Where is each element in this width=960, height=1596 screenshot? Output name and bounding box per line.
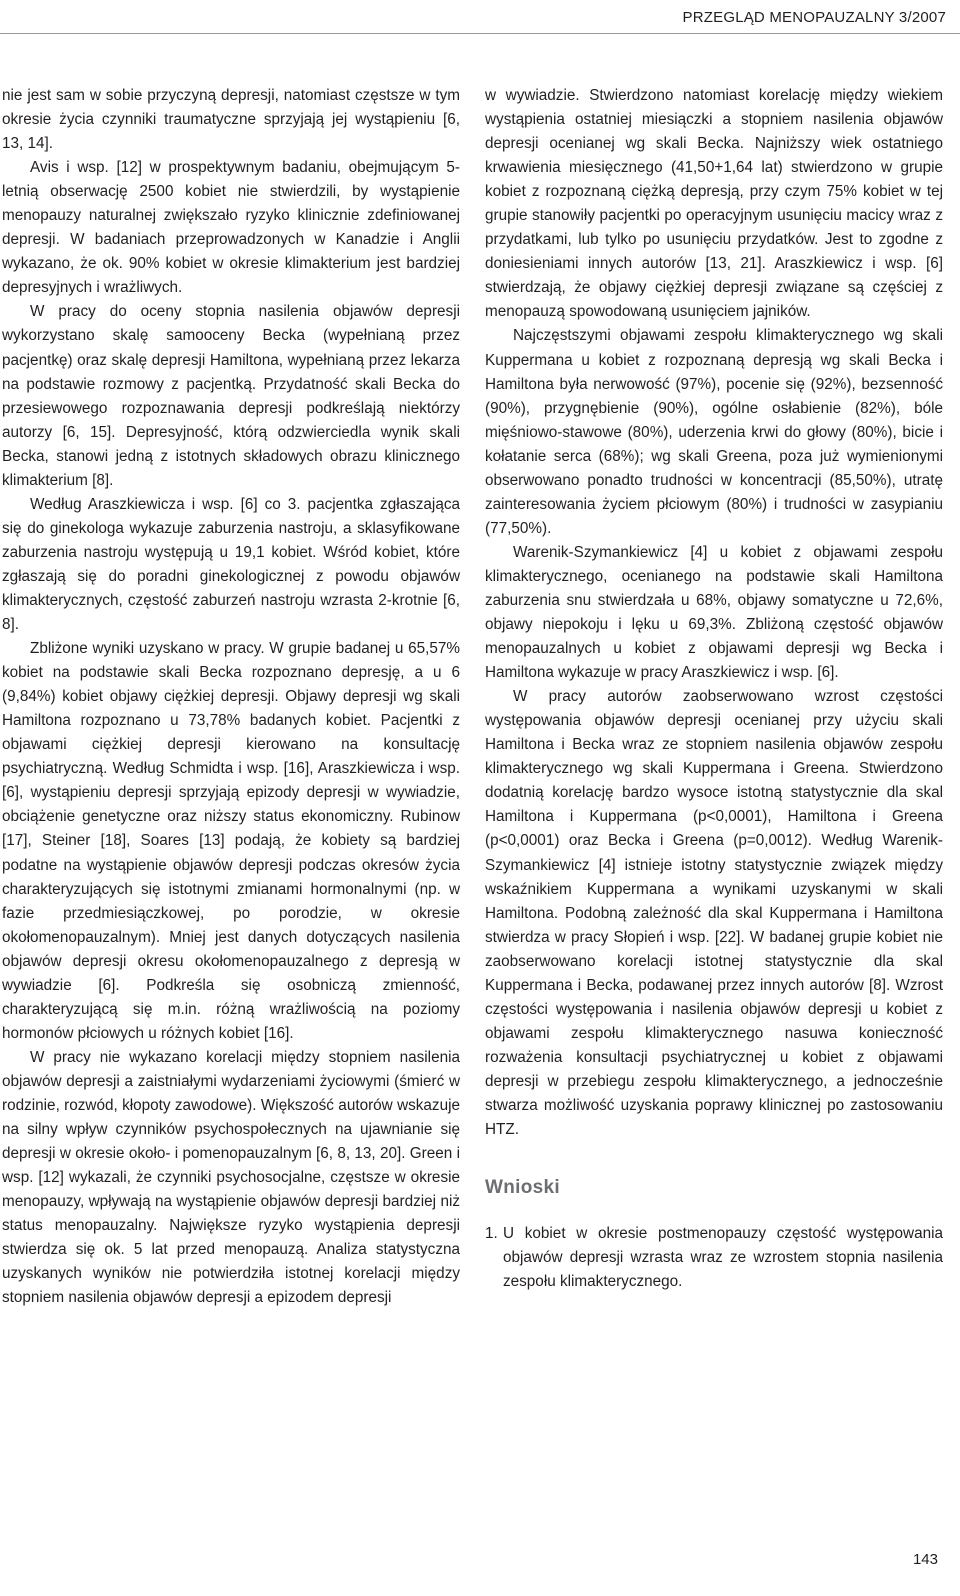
paragraph: Warenik-Szymankiewicz [4] u kobiet z objawami zespołu klimakterycznego, ocenianego na podstawie skali Hamiltona zaburzenia snu stwierdzała u 68%, objawy somatyczne u 72,6%, objawy niepokoju i lęku u 69,3%. Zbliżoną częstość objawów menopauzalnych u kobiet z objawami depresji wg Becka i Hamiltona wykazuje w pracy Araszkiewicz i wsp. [6]. bbox=[485, 543, 943, 682]
paragraph: Najczęstszymi objawami zespołu klimakterycznego wg skali Kuppermana u kobiet z rozpoznaną depresją wg skali Becka i Hamiltona była nerwowość (97%), pocenie się (92%), bezsenność (90%), przygnębienie (90%), ogólne osłabienie (82%), bóle mięśniowo-stawowe (80%), uderzenia krwi do głowy (80%), bicie i kołatanie serca (68%); wg skali Greena, poza już wymienionymi obserwowano ponadto trudności w koncentracji (85,50%), utratę zainteresowania życiem płciowym (80%) i trudności w zasypianiu (77,50%). bbox=[485, 327, 943, 537]
conclusions-heading: Wnioski bbox=[485, 1177, 560, 1199]
page-number: 143 bbox=[912, 1551, 938, 1568]
paragraph: Według Araszkiewicza i wsp. [6] co 3. pacjentka zgłaszająca się do ginekologa wykazuje zaburzenia nastroju, a sklasyfikowane zaburzenia nastroju występują u 19,1 kobiet. Wśród kobiet, które zgłaszają się do poradni ginekologicznej z powodu objawów klimakterycznych, częstość zaburzeń nastroju wzrasta 2-krotnie [6, 8]. bbox=[2, 495, 460, 634]
paragraph: nie jest sam w sobie przyczyną depresji, natomiast częstsze w tym okresie życia czynniki traumatyczne sprzyjają jej wystąpieniu [6, 13, 14]. bbox=[2, 87, 460, 153]
page-header bbox=[0, 0, 960, 36]
paragraph: W pracy nie wykazano korelacji między stopniem nasilenia objawów depresji a zaistniałymi wydarzeniami życiowymi (śmierć w rodzinie, rozwód, kłopoty zawodowe). Większość autorów wskazuje na silny wpływ czynników psychospołecznych na ujawnianie się depresji w okresie około- i pomenopauzalnym [6, 8, 13, 20]. Green i wsp. [12] wykazali, że czynniki psychosocjalne, częstsze w okresie menopauzy, wpływają na wystąpienie objawów depresji bardziej niż status menopauzalny. Największe ryzyko wystąpienia depresji stwierdza się ok. 5 lat przed menopauzą. Analiza statystyczna uzyskanych wyników nie potwierdziła istotnej korelacji między stopniem nasilenia objawów depresji a epizodem depresji bbox=[2, 1048, 460, 1307]
right-column bbox=[485, 84, 943, 1294]
journal-title: PRZEGLĄD MENOPAUZALNY 3/2007 bbox=[682, 9, 946, 26]
paragraph: W pracy do oceny stopnia nasilenia objawów depresji wykorzystano skalę samooceny Becka (wypełnianą przez pacjentkę) oraz skalę depresji Hamiltona, wypełnianą przez lekarza na podstawie rozmowy z pacjentką. Przydatność skali Becka do przesiewowego rozpoznawania depresji podkreślają niektórzy autorzy [6, 15]. Depresyjność, którą odzwierciedla wynik skali Becka, stanowi jedną z istotnych składowych obrazu klinicznego klimakterium [8]. bbox=[2, 303, 460, 489]
paragraph: w wywiadzie. Stwierdzono natomiast korelację między wiekiem wystąpienia ostatniej miesiączki a stopniem nasilenia objawów depresji ocenianej wg skali Becka. Najniższy wiek ostatniego krwawienia miesięcznego (41,50+1,64 lat) stwierdzono w grupie kobiet z rozpoznaną ciężką depresją, przy czym 75% kobiet w tej grupie stanowiły pacjentki po operacyjnym usunięciu macicy wraz z przydatkami, lub tylko po usunięciu przydatków. Jest to zgodne z doniesieniami innych autorów [13, 21]. Araszkiewicz i wsp. [6] stwierdzają, że objawy ciężkiej depresji związane są częściej z menopauzą spowodowaną usunięciem jajników. bbox=[485, 87, 943, 321]
list-item bbox=[485, 1222, 943, 1294]
paragraph: W pracy autorów zaobserwowano wzrost częstości występowania objawów depresji ocenianej przy użyciu skali Hamiltona i Becka wraz ze stopniem nasilenia objawów zespołu klimakterycznego wg skali Kuppermana i Greena. Stwierdzono dodatnią korelację bardzo wysoce istotną statystycznie dla skal Hamiltona i Kuppermana (p<0,0001), Hamiltona i Greena (p<0,0001) oraz Becka i Greena (p=0,0012). Według Warenik-Szymankiewicz [4] istnieje istotny statystycznie związek między wskaźnikiem Kuppermana a wynikami uzyskanymi w skali Hamiltona. Podobną zależność dla skal Kuppermana i Hamiltona stwierdza w pracy Słopień i wsp. [22]. W badanej grupie kobiet nie zaobserwowano korelacji istotnej statystycznie dla skal Kuppermana i Becka, podawanej przez innych autorów [8]. Wzrost częstości występowania i nasilenia objawów depresji u kobiet z objawami zespołu klimakterycznego nasuwa konieczność rozważenia konsultacji psychiatrycznej u kobiet z objawami depresji w przebiegu zespołu klimakterycznego, a jednocześnie stwarza możliwość uzyskania poprawy klinicznej po zastosowaniu HTZ. bbox=[485, 688, 943, 1139]
paragraph: Avis i wsp. [12] w prospektywnym badaniu, obejmującym 5-letnią obserwację 2500 kobiet nie stwierdzili, by wystąpienie menopauzy naturalnej zwiększało ryzyko klinicznie zdefiniowanej depresji. W badaniach przeprowadzonych w Kanadzie i Anglii wykazano, że ok. 90% kobiet w okresie klimakterium jest bardziej depresyjnych i wrażliwych. bbox=[2, 159, 460, 297]
list-item-number: 1. bbox=[485, 1225, 498, 1243]
left-column bbox=[2, 84, 460, 1310]
conclusions-list bbox=[485, 1222, 943, 1294]
list-item-text: U kobiet w okresie postmenopauzy częstość występowania objawów depresji wzrasta wraz ze wzrostem stopnia nasilenia zespołu klimakterycznego. bbox=[503, 1225, 943, 1291]
paragraph: Zbliżone wyniki uzyskano w pracy. W grupie badanej u 65,57% kobiet na podstawie skali Becka rozpoznano depresję, a u 6 (9,84%) kobiet objawy ciężkiej depresji. Objawy depresji wg skali Hamiltona rozpoznano u 73,78% badanych kobiet. Pacjentki z objawami ciężkiej depresji kierowano na konsultację psychiatryczną. Według Schmidta i wsp. [16], Araszkiewicza i wsp. [6], wystąpieniu depresji sprzyjają epizody depresji w wywiadzie, obciążenie genetyczne oraz niższy status ekonomiczny. Rubinow [17], Steiner [18], Soares [13] podają, że kobiety są bardziej podatne na wystąpienie objawów depresji podczas okresów życia charakteryzujących się istotnymi zmianami hormonalnymi (np. w fazie przedmiesiączkowej, po porodzie, w okresie okołomenopauzalnym). Mniej jest danych dotyczących nasilenia objawów depresji okresu okołomenopauzalnego z depresją w wywiadzie [6]. Podkreśla się osobniczą zmienność, charakteryzującą się m.in. różną wrażliwością na poziomy hormonów płciowych u różnych kobiet [16]. bbox=[2, 640, 460, 1042]
header-rule bbox=[0, 33, 960, 34]
